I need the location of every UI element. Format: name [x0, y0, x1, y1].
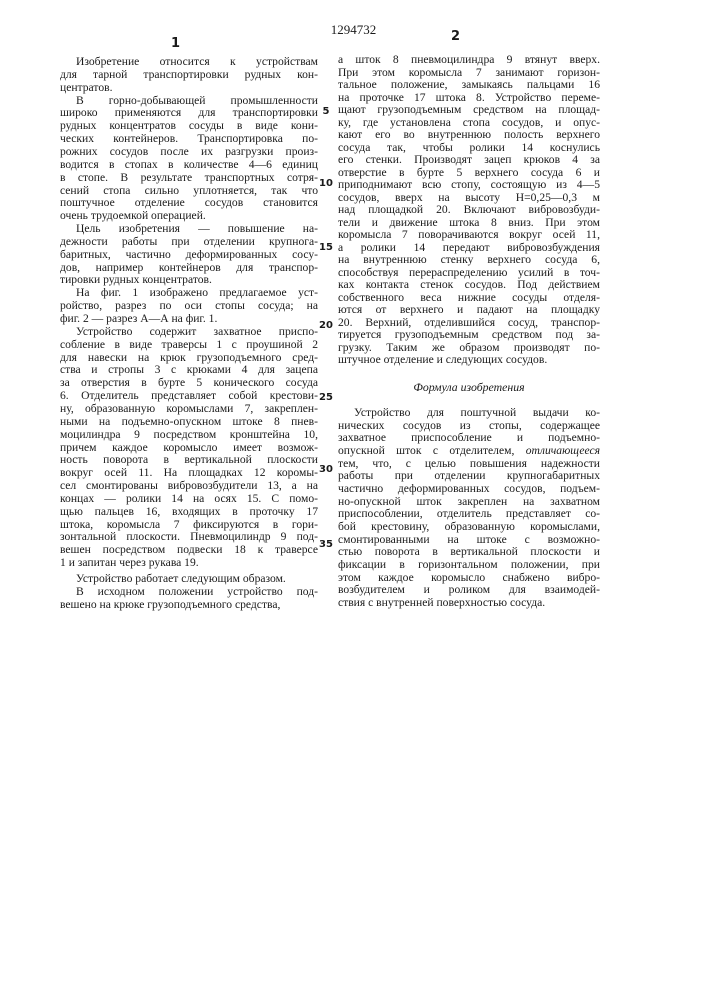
- text-line: вокруг осей 11. На площадках 12 коромы-: [60, 466, 318, 479]
- text-line: за отверстия в бурте 5 конического сосуда: [60, 376, 318, 389]
- text-line: ствия с внутренней поверхностью сосуда.: [338, 596, 600, 609]
- text-line: сосудов, вверх на высоту Н=0,25—0,3 м: [338, 191, 600, 204]
- text-line: грузку. Таким же образом производят по-: [338, 341, 600, 354]
- text-line: водится в стопах в количестве 4—6 единиц: [60, 158, 318, 171]
- text-line: 1 и запитан через рукава 19.: [60, 556, 318, 569]
- text-line: захватное приспособление и подъемно-: [338, 431, 600, 444]
- text-line: В исходном положении устройство под-: [60, 585, 318, 598]
- text-line: При этом коромысла 7 занимают горизон-: [338, 66, 600, 79]
- text-line: Устройство содержит захватное приспо-: [60, 325, 318, 338]
- text-line: для навески на крюк грузоподъемного сред-: [60, 351, 318, 364]
- text-line: его стенки. Производят зацеп крюков 4 за: [338, 153, 600, 166]
- text-line: ройство, разрез по оси стопы сосуда; на: [60, 299, 318, 312]
- text-line: приспособлении, отделитель представляет со-: [338, 507, 600, 520]
- text-line: ну, образованную коромыслами 7, закреплен-: [60, 402, 318, 415]
- line-number-marker: 15: [318, 242, 334, 253]
- text-line: фиксации в горизонтальном положении, при: [338, 558, 600, 571]
- text-line: собление в виде траверсы 1 с проушиной 2: [60, 338, 318, 351]
- text-line: а ролики 14 передают вибровозбуждения: [338, 241, 600, 254]
- text-line: баритных, частично деформированных сосу-: [60, 248, 318, 261]
- text-line: тальное положение, замыкаясь пальцами 16: [338, 78, 600, 91]
- text-line: кают его во внутреннюю полость верхнего: [338, 128, 600, 141]
- text-line: тем, что, с целью повышения надежности: [338, 457, 600, 470]
- text-line: нических сосудов из стопы, содержащее: [338, 419, 600, 432]
- text-line: смонтированными на штоке с возможно-: [338, 533, 600, 546]
- text-line: ку, где установлена стопа сосудов, и опус-: [338, 116, 600, 129]
- text-line: поштучное отделение сосудов становится: [60, 196, 318, 209]
- text-line: фиг. 2 — разрез А—А на фиг. 1.: [60, 312, 318, 325]
- text-line: причем каждое коромысло имеет возмож-: [60, 441, 318, 454]
- text-line: рудных концентратов сосуды в виде кони-: [60, 119, 318, 132]
- text-line: Устройство для поштучной выдачи ко-: [338, 406, 600, 419]
- text-line: щью пальцев 16, входящих в проточку 17: [60, 505, 318, 518]
- patent-number: 1294732: [0, 22, 707, 38]
- text-line: сел смонтированы вибровозбудители 13, а на: [60, 479, 318, 492]
- text-line: а шток 8 пневмоцилиндра 9 втянут вверх.: [338, 53, 600, 66]
- text-line: вешен посредством подвески 18 к траверсе: [60, 543, 318, 556]
- text-line: бой крестовину, образованную коромыслами,: [338, 520, 600, 533]
- text-line: в стопе. В результате транспортных сотря-: [60, 171, 318, 184]
- text-line: сений стопа сильно уплотняется, так что: [60, 184, 318, 197]
- text-line: дов, например контейнеров для транспор-: [60, 261, 318, 274]
- text-line: дежности работы при отделении крупнога-: [60, 235, 318, 248]
- text-line: частично деформированных сосудов, подъем-: [338, 482, 600, 495]
- text-line: ства и стропы 3 с крюками 4 для зацепа: [60, 363, 318, 376]
- text-line: зонтальной плоскости. Пневмоцилиндр 9 под-: [60, 530, 318, 543]
- text-line: На фиг. 1 изображено предлагаемое уст-: [60, 286, 318, 299]
- text-line: тируется грузоподъемным средством под за-: [338, 328, 600, 341]
- text-line: приподнимают всю стопу, состоящую из 4—5: [338, 178, 600, 191]
- text-line: тировки рудных концентратов.: [60, 273, 318, 286]
- text-line: очень трудоемкой операцией.: [60, 209, 318, 222]
- text-line: коромысла 7 поворачиваются вокруг осей 11,: [338, 228, 600, 241]
- text-line: широко применяются для транспортировки: [60, 106, 318, 119]
- text-line: Устройство работает следующим образом.: [60, 572, 318, 585]
- line-number-marker: 10: [318, 178, 334, 189]
- text-line: ность поворота в вертикальной плоскости: [60, 453, 318, 466]
- text-line: Цель изобретения — повышение на-: [60, 222, 318, 235]
- text-line: возбудителем и роликом для взаимодей-: [338, 583, 600, 596]
- text-line: центратов.: [60, 81, 318, 94]
- text-line: концах — ролики 14 на осях 15. С помо-: [60, 492, 318, 505]
- text-line: тели и движение штока 8 вниз. При этом: [338, 216, 600, 229]
- line-number-marker: 5: [318, 106, 334, 117]
- text-line: 20. Верхний, отделившийся сосуд, транспор-: [338, 316, 600, 329]
- text-line: вешено на крюке грузоподъемного средства,: [60, 598, 318, 611]
- text-line: ческих контейнеров. Транспортировка по-: [60, 132, 318, 145]
- text-line: ются от верхнего и падают на площадку: [338, 303, 600, 316]
- text-line: сосуда так, чтобы ролики 14 коснулись: [338, 141, 600, 154]
- text-line: Изобретение относится к устройствам: [60, 55, 318, 68]
- line-number-marker: 35: [318, 539, 334, 550]
- text-line: штучное отделение и следующих сосудов.: [338, 353, 600, 366]
- text-line: на внутреннюю стенку верхнего сосуда 6,: [338, 253, 600, 266]
- text-line: способствуя перераспределению усилий в точ-: [338, 266, 600, 279]
- column-number-2: 2: [451, 29, 460, 44]
- text-line: ках контакта стенок сосудов. Под действием: [338, 278, 600, 291]
- text-line: щают грузоподъемным средством на площад-: [338, 103, 600, 116]
- text-line: на проточке 17 штока 8. Устройство переме-: [338, 91, 600, 104]
- text-line: штока, коромысла 7 фиксируются в гори-: [60, 518, 318, 531]
- text-line: этом каждое коромысло снабжено вибро-: [338, 571, 600, 584]
- line-number-marker: 25: [318, 392, 334, 403]
- claims-heading: Формула изобретения: [338, 380, 600, 395]
- text-line: опускной шток с отделителем, отличающееся: [338, 444, 600, 457]
- column-number-1: 1: [171, 36, 180, 51]
- text-line: стью поворота в вертикальной плоскости и: [338, 545, 600, 558]
- line-number-marker: 20: [318, 320, 334, 331]
- text-line: 6. Отделитель представляет собой крестови-: [60, 389, 318, 402]
- text-line: моцилиндра 9 посредством кронштейна 10,: [60, 428, 318, 441]
- text-line: собственного веса нижние сосуды отделя-: [338, 291, 600, 304]
- text-line: работы при отделении крупногабаритных: [338, 469, 600, 482]
- text-line: ными на подъемно-опускном штоке 8 пнев-: [60, 415, 318, 428]
- text-line: В горно-добывающей промышленности: [60, 94, 318, 107]
- text-line: над площадкой 20. Включают вибровозбуди-: [338, 203, 600, 216]
- text-line: отверстие в бурте 5 верхнего сосуда 6 и: [338, 166, 600, 179]
- text-line: для тарной транспортировки рудных кон-: [60, 68, 318, 81]
- line-number-marker: 30: [318, 464, 334, 475]
- text-line: рожних сосудов после их разгрузки произ-: [60, 145, 318, 158]
- text-line: но-опускной шток закреплен на захватном: [338, 495, 600, 508]
